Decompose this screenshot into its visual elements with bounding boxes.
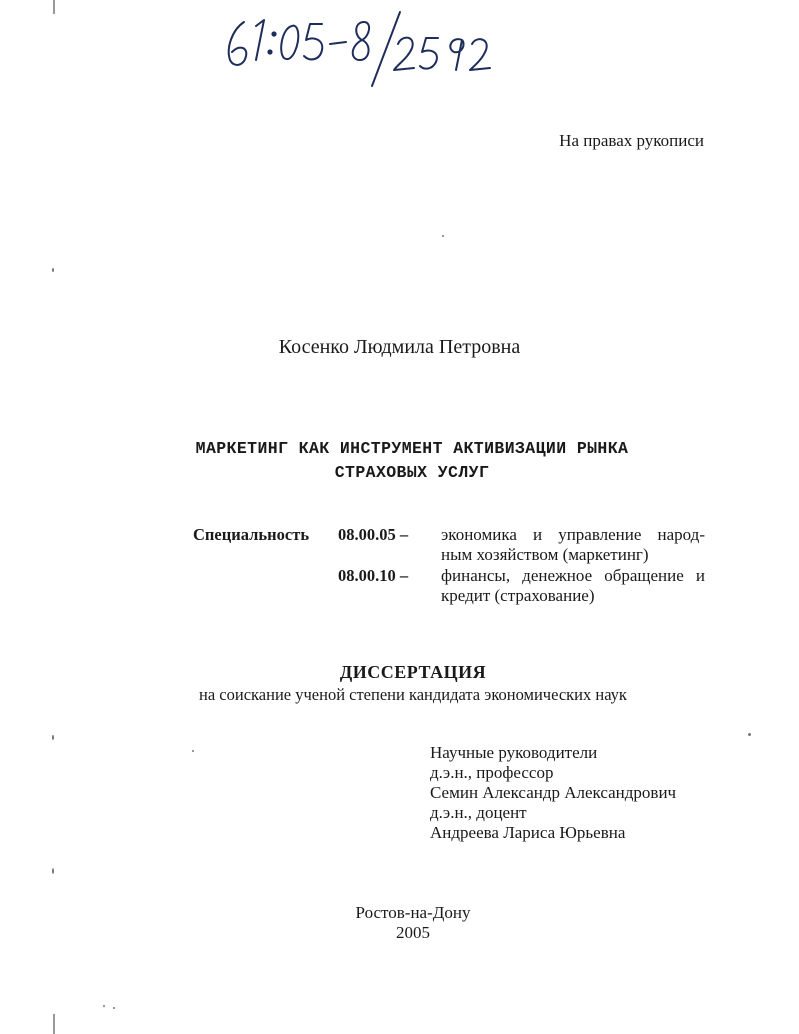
scan-artifact-line: [53, 0, 55, 14]
supervisor-line: д.э.н., профессор: [430, 763, 554, 782]
supervisor-line: д.э.н., доцент: [430, 803, 527, 822]
scan-speck: [113, 1007, 115, 1009]
specialty-description-1: [441, 525, 705, 565]
scan-speck: [748, 733, 751, 736]
title-line-2: СТРАХОВЫХ УСЛУГ: [334, 463, 490, 482]
scan-speck: [103, 1005, 105, 1007]
dissertation-purpose: на соискание ученой степени кандидата экономических наук: [199, 685, 627, 704]
specialty-description-2: [441, 566, 705, 606]
scan-speck: [52, 268, 54, 272]
supervisor-line: Семин Александр Александрович: [430, 783, 677, 802]
dissertation-title: [0, 437, 799, 485]
scan-speck: [52, 735, 54, 740]
dissertation-type: ДИССЕРТАЦИЯ: [339, 662, 487, 682]
specialty-description-1-line-2: ным хозяйством (маркетинг): [441, 545, 649, 564]
scan-artifact-line: [53, 1014, 55, 1034]
supervisors-block: [430, 743, 676, 843]
place-and-year: [0, 903, 799, 943]
supervisor-line: Андреева Лариса Юрьевна: [430, 823, 626, 842]
specialty-code-2: 08.00.10 –: [338, 566, 409, 585]
specialty-label: Специальность: [193, 525, 310, 544]
author-name: Косенко Людмила Петровна: [278, 336, 521, 358]
specialty-description-1-line-1: экономика и управление народ-: [441, 525, 705, 544]
city: Ростов-на-Дону: [355, 903, 471, 922]
handwritten-archive-number: [222, 8, 492, 88]
scan-speck: [192, 750, 194, 752]
specialty-description-2-line-1: финансы, денежное обращение и: [441, 566, 705, 585]
handwritten-note-graphic: [222, 8, 492, 88]
supervisors-heading: Научные руководители: [430, 743, 598, 762]
year: 2005: [396, 923, 430, 942]
specialty-description-2-line-2: кредит (страхование): [441, 586, 595, 605]
scan-speck: [442, 235, 444, 237]
title-line-1: МАРКЕТИНГ КАК ИНСТРУМЕНТ АКТИВИЗАЦИИ РЫНКА: [195, 439, 629, 458]
specialty-code-1: 08.00.05 –: [338, 525, 409, 544]
manuscript-note: На правах рукописи: [559, 131, 704, 150]
scan-speck: [52, 868, 54, 874]
